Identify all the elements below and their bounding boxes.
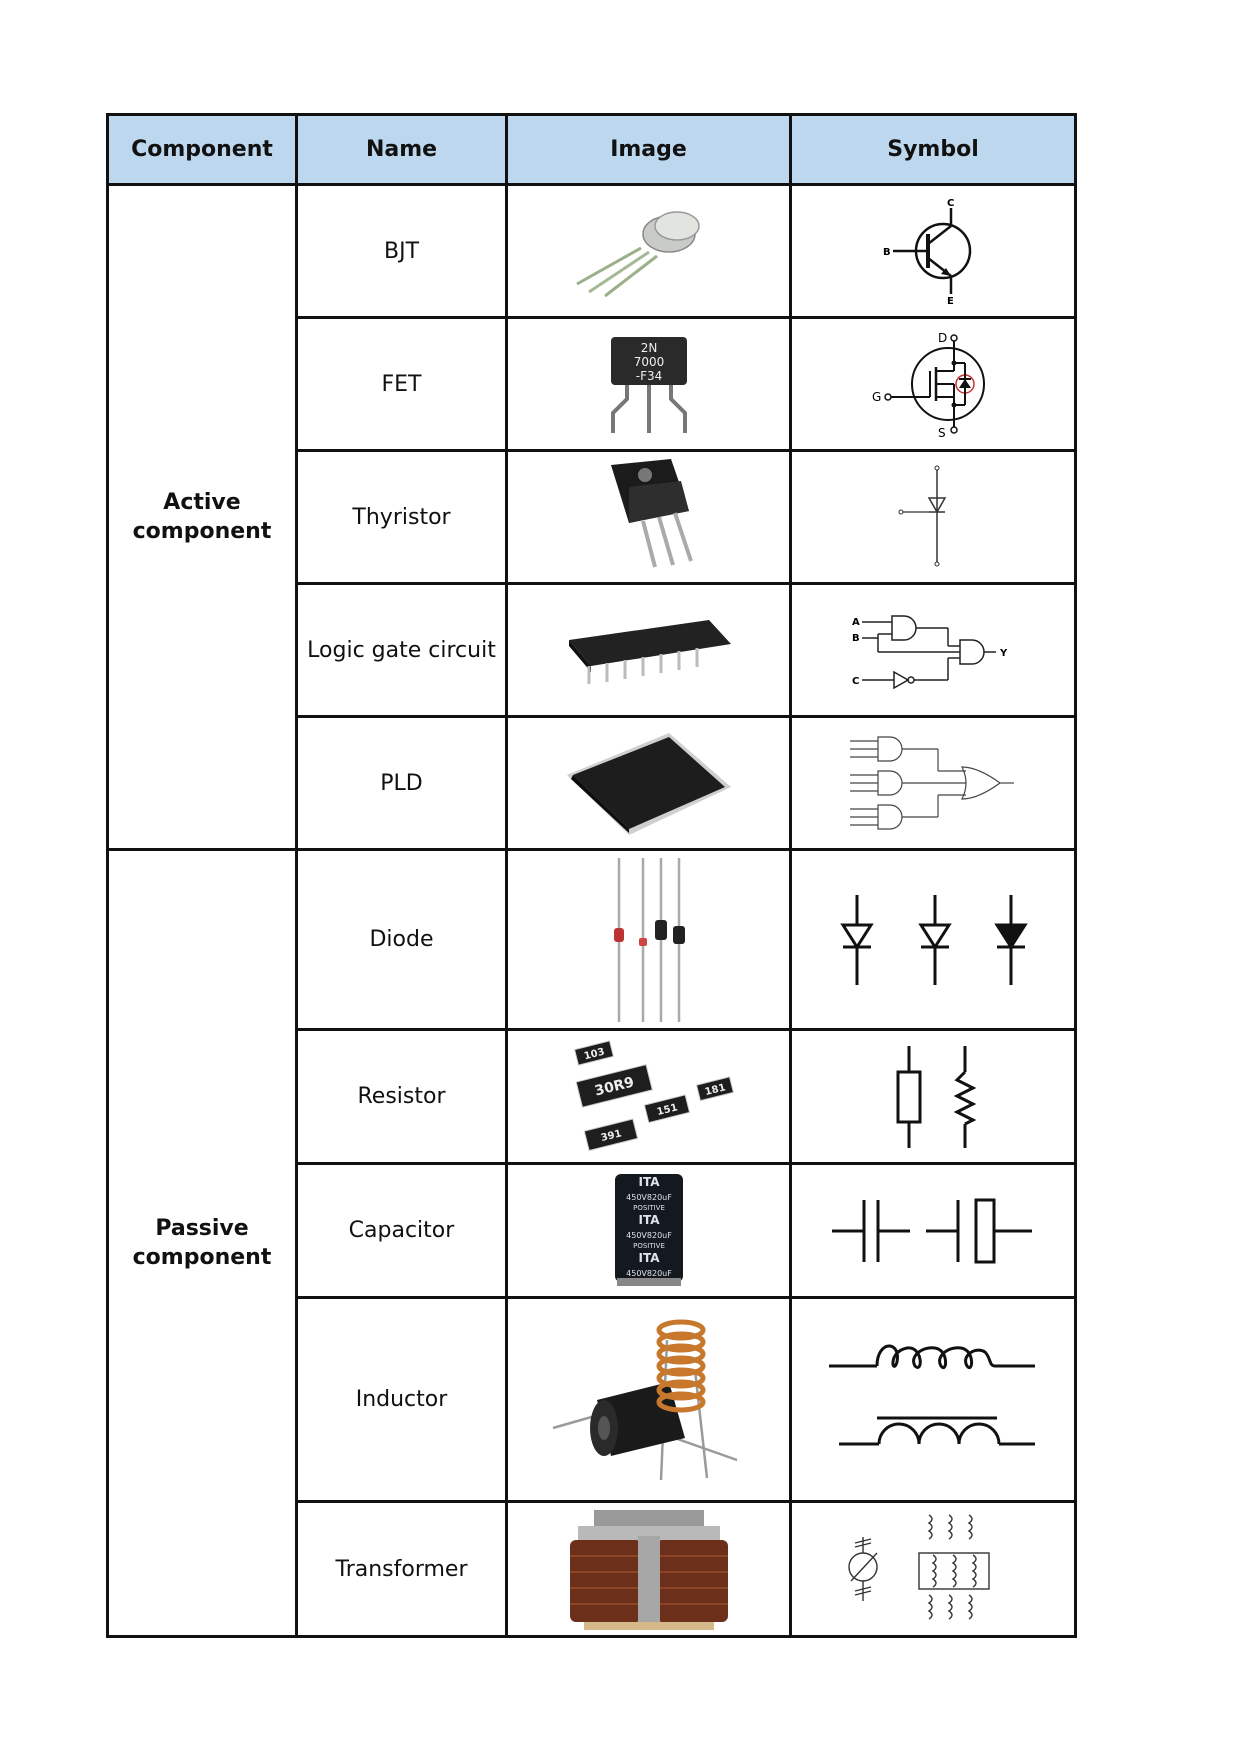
component-name: Thyristor <box>297 451 507 584</box>
pld-symbol-graphic <box>838 727 1028 839</box>
thyristor-symbol-graphic <box>873 462 993 572</box>
header-symbol: Symbol <box>791 115 1076 185</box>
diode-symbol-graphic <box>833 885 1033 995</box>
bjt-image <box>507 185 791 318</box>
logic-label-a: A <box>852 617 860 628</box>
fet-symbol <box>791 318 1076 451</box>
logic-label-c: C <box>852 676 860 687</box>
capacitor-brand-3: ITA <box>637 1250 660 1265</box>
thyristor-image-graphic <box>589 457 709 577</box>
component-name: Logic gate circuit <box>297 584 507 717</box>
diode-image-graphic <box>599 854 699 1026</box>
transformer-image <box>507 1502 791 1637</box>
bjt-label-b: B <box>883 247 891 258</box>
component-name: Transformer <box>297 1502 507 1637</box>
fet-symbol-graphic <box>868 327 998 441</box>
logic-gate-symbol-graphic <box>848 600 1018 700</box>
fet-marking-1: 2N <box>640 341 657 355</box>
component-name: Capacitor <box>297 1164 507 1298</box>
component-name: BJT <box>297 185 507 318</box>
transformer-image-graphic <box>564 1506 734 1632</box>
table-row <box>108 850 1076 1030</box>
resistor-chip-391: 391 <box>599 1127 623 1144</box>
logic-gate-image <box>507 584 791 717</box>
pld-symbol <box>791 717 1076 850</box>
fet-label-g: G <box>872 390 882 404</box>
resistor-symbol <box>791 1030 1076 1164</box>
component-name: FET <box>297 318 507 451</box>
capacitor-symbol-graphic <box>828 1186 1038 1276</box>
capacitor-symbol <box>791 1164 1076 1298</box>
diode-image <box>507 850 791 1030</box>
capacitor-brand-2: ITA <box>637 1212 660 1227</box>
bjt-label-c: C <box>947 198 955 209</box>
resistor-chip-103: 103 <box>582 1046 606 1062</box>
resistor-chip-30r9: 30R9 <box>592 1073 636 1100</box>
bjt-symbol-graphic <box>873 196 993 306</box>
bjt-image-graphic <box>569 196 729 306</box>
capacitor-image-graphic <box>609 1172 689 1290</box>
inductor-image-graphic <box>549 1310 749 1490</box>
thyristor-symbol <box>791 451 1076 584</box>
header-name: Name <box>297 115 507 185</box>
header-component: Component <box>108 115 297 185</box>
resistor-chip-181: 181 <box>703 1081 727 1098</box>
category-active-label: Active component <box>132 490 272 544</box>
logic-gate-image-graphic <box>559 600 739 700</box>
fet-label-s: S <box>938 426 946 440</box>
transformer-symbol-graphic <box>833 1509 1033 1629</box>
component-name: Diode <box>297 850 507 1030</box>
components-table <box>106 113 1077 1638</box>
transformer-symbol <box>791 1502 1076 1637</box>
fet-marking-3: -F34 <box>635 369 662 383</box>
capacitor-rating-1: 450V820uF <box>625 1192 672 1202</box>
diode-symbol <box>791 850 1076 1030</box>
fet-label-d: D <box>938 331 948 345</box>
pld-image-graphic <box>559 725 739 841</box>
bjt-label-e: E <box>947 296 954 306</box>
header-image: Image <box>507 115 791 185</box>
resistor-chip-151: 151 <box>655 1101 679 1118</box>
bjt-symbol <box>791 185 1076 318</box>
logic-label-y: Y <box>1000 648 1008 659</box>
inductor-image <box>507 1298 791 1502</box>
capacitor-image <box>507 1164 791 1298</box>
header-row <box>108 115 1076 185</box>
logic-label-b: B <box>852 633 860 644</box>
capacitor-brand-1: ITA <box>637 1174 660 1189</box>
capacitor-polarity-2: POSITIVE <box>632 1241 665 1250</box>
fet-image-graphic <box>599 329 699 439</box>
pld-image <box>507 717 791 850</box>
category-passive-label: Passive component <box>132 1216 272 1270</box>
capacitor-rating-3: 450V820uF <box>625 1268 672 1278</box>
inductor-symbol <box>791 1298 1076 1502</box>
table-row <box>108 185 1076 318</box>
resistor-image <box>507 1030 791 1164</box>
category-active <box>108 185 297 850</box>
component-name: Resistor <box>297 1030 507 1164</box>
component-name: Inductor <box>297 1298 507 1502</box>
component-name: PLD <box>297 717 507 850</box>
fet-marking-2: 7000 <box>633 355 664 369</box>
resistor-image-graphic <box>554 1037 744 1157</box>
resistor-symbol-graphic <box>873 1042 993 1152</box>
thyristor-image <box>507 451 791 584</box>
inductor-symbol-graphic <box>823 1330 1043 1470</box>
capacitor-polarity-1: POSITIVE <box>632 1203 665 1212</box>
fet-image <box>507 318 791 451</box>
capacitor-rating-2: 450V820uF <box>625 1230 672 1240</box>
logic-gate-symbol <box>791 584 1076 717</box>
category-passive <box>108 850 297 1637</box>
